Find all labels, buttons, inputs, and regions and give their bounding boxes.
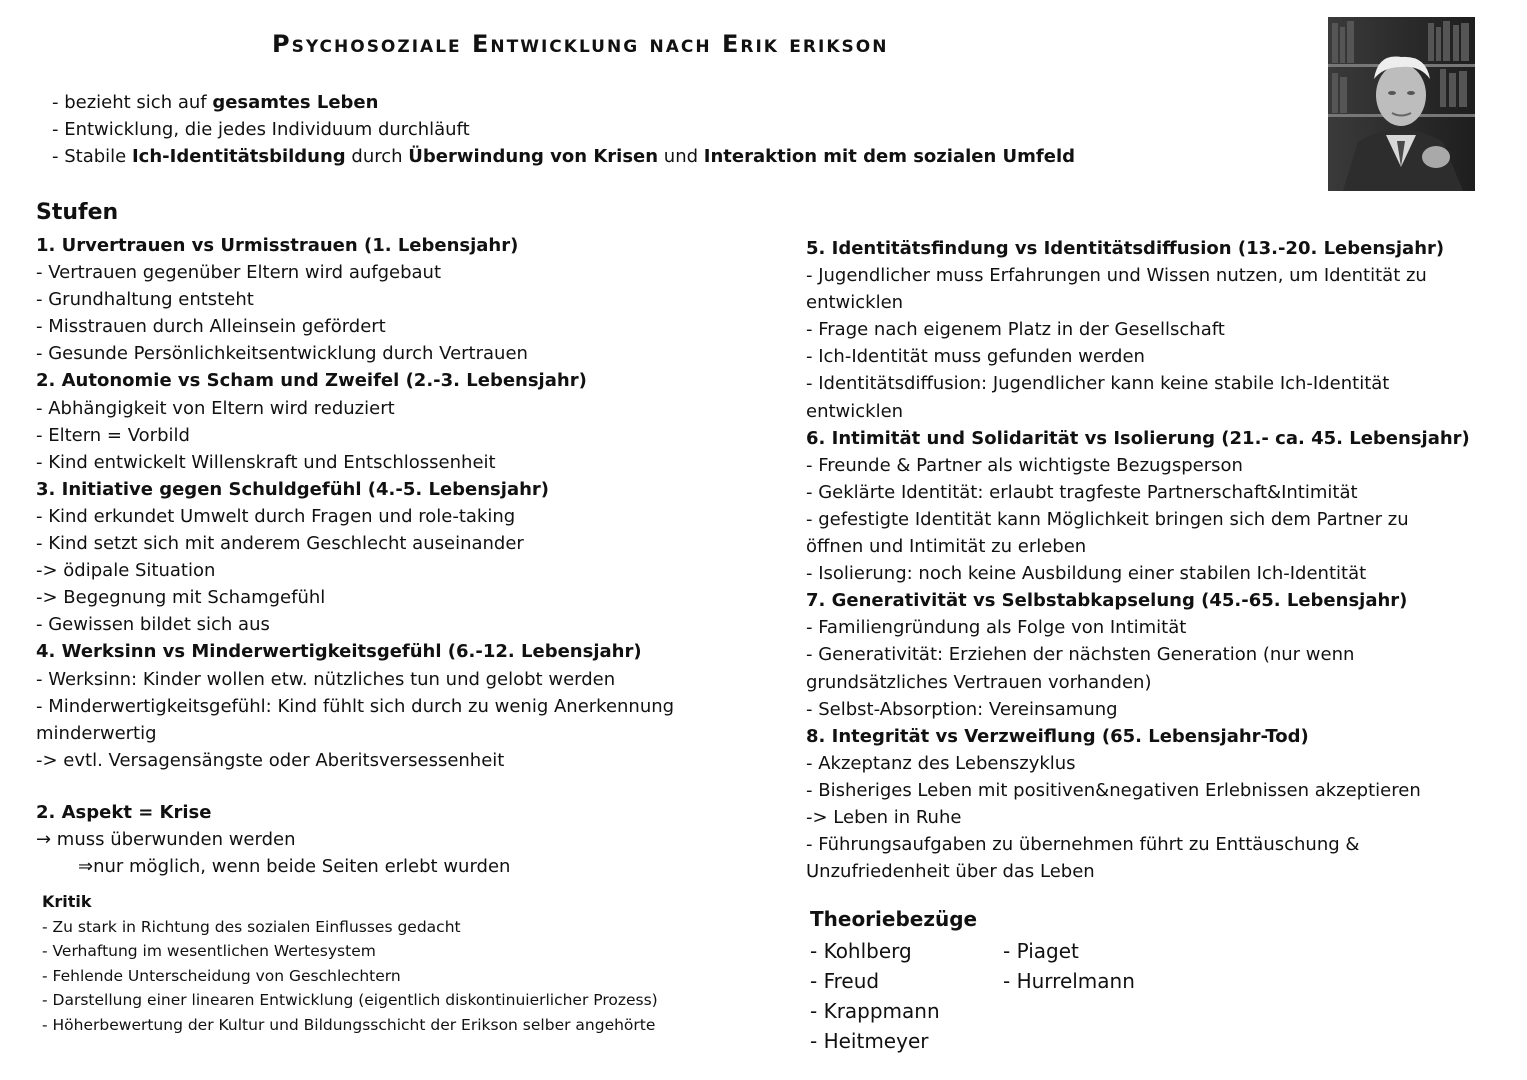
stufen-heading: Stufen — [36, 200, 119, 225]
theorie-section — [810, 904, 1135, 1056]
theorie-column-2 — [1003, 936, 1135, 1056]
aspect-line-2: ⇒nur möglich, wenn beide Seiten erlebt wurden — [78, 856, 511, 877]
stage-line: - Jugendlicher muss Erfahrungen und Wissen nutzen, um Identität zu — [806, 265, 1427, 287]
kritik-section — [42, 890, 658, 1037]
stage-line: - Bisheriges Leben mit positiven&negativen Erlebnissen akzeptieren — [806, 779, 1421, 801]
stages-right-column — [806, 235, 1486, 885]
stage-line: - Kind setzt sich mit anderem Geschlecht auseinander — [36, 533, 524, 555]
stage-heading: 4. Werksinn vs Minderwertigkeitsgefühl (6.-12. Lebensjahr) — [36, 641, 642, 663]
stage-line: - Abhängigkeit von Eltern wird reduziert — [36, 397, 395, 419]
stage-line: - Selbst-Absorption: Vereinsamung — [806, 698, 1118, 720]
stage-line: - Akzeptanz des Lebenszyklus — [806, 752, 1076, 774]
stage-heading: 5. Identitätsfindung vs Identitätsdiffusion (13.-20. Lebensjahr) — [806, 238, 1445, 259]
intro-line-1: - bezieht sich auf gesamtes Leben — [52, 92, 379, 113]
stage-line: - Frage nach eigenem Platz in der Gesellschaft — [806, 319, 1225, 341]
kritik-item: - Fehlende Unterscheidung von Geschlechtern — [42, 966, 401, 985]
kritik-heading: Kritik — [42, 892, 92, 911]
stage-line: minderwertig — [36, 722, 157, 744]
intro-line-3: - Stabile Ich-Identitätsbildung durch Überwindung von Krisen und Interaktion mit dem sozialen Umfeld — [52, 146, 1076, 167]
stage-line: - Misstrauen durch Alleinsein gefördert — [36, 316, 386, 338]
stage-line: - gefestigte Identität kann Möglichkeit bringen sich dem Partner zu — [806, 508, 1409, 530]
stage-line: - Kind entwickelt Willenskraft und Entschlossenheit — [36, 451, 496, 473]
kritik-item: - Darstellung einer linearen Entwicklung (eigentlich diskontinuierlicher Prozess) — [42, 991, 658, 1009]
stage-line: -> Leben in Ruhe — [806, 806, 962, 828]
stage-line: entwicklen — [806, 400, 904, 422]
stage-line: -> ödipale Situation — [36, 560, 216, 582]
stage-line: - Gesunde Persönlichkeitsentwicklung durch Vertrauen — [36, 343, 528, 365]
stage-heading: 7. Generativität vs Selbstabkapselung (45.-65. Lebensjahr) — [806, 590, 1408, 612]
stage-heading: 3. Initiative gegen Schuldgefühl (4.-5. Lebensjahr) — [36, 478, 550, 500]
stage-line: - Geklärte Identität: erlaubt tragfeste Partnerschaft&Intimität — [806, 481, 1358, 503]
stage-line: - Kind erkundet Umwelt durch Fragen und role-taking — [36, 505, 516, 527]
stage-line: - Identitätsdiffusion: Jugendlicher kann keine stabile Ich-Identität — [806, 373, 1390, 395]
kritik-item: - Höherbewertung der Kultur und Bildungsschicht der Erikson selber angehörte — [42, 1015, 656, 1034]
theorie-item: - Freud — [810, 969, 880, 993]
kritik-item: - Zu stark in Richtung des sozialen Einflusses gedacht — [42, 917, 461, 936]
stage-line: - Generativität: Erziehen der nächsten Generation (nur wenn — [806, 644, 1355, 666]
intro-line-2: - Entwicklung, die jedes Individuum durchläuft — [52, 119, 470, 140]
stage-line: -> Begegnung mit Schamgefühl — [36, 587, 326, 609]
stage-line: -> evtl. Versagensängste oder Aberitsversessenheit — [36, 749, 505, 771]
stage-line: - Familiengründung als Folge von Intimität — [806, 617, 1187, 639]
stage-line: - Ich-Identität muss gefunden werden — [806, 346, 1145, 368]
stage-heading: 6. Intimität und Solidarität vs Isolierung (21.- ca. 45. Lebensjahr) — [806, 427, 1470, 449]
kritik-item: - Verhaftung im wesentlichen Wertesystem — [42, 942, 376, 960]
stages-left-column — [36, 232, 756, 774]
stage-line: - Freunde & Partner als wichtigste Bezugsperson — [806, 454, 1243, 476]
stage-line: öffnen und Intimität zu erleben — [806, 536, 1087, 558]
intro-list — [52, 89, 1075, 170]
page-title: Psychosoziale Entwicklung nach Erik erikson — [272, 30, 889, 58]
stage-line: Unzufriedenheit über das Leben — [806, 861, 1095, 883]
stage-line: - Isolierung: noch keine Ausbildung einer stabilen Ich-Identität — [806, 563, 1367, 585]
stage-heading: 2. Autonomie vs Scham und Zweifel (2.-3. Lebensjahr) — [36, 370, 587, 392]
theorie-item: - Hurrelmann — [1003, 969, 1135, 993]
stage-line: - Werksinn: Kinder wollen etw. nützliches tun und gelobt werden — [36, 668, 616, 690]
stage-line: - Führungsaufgaben zu übernehmen führt zu Enttäuschung & — [806, 834, 1360, 856]
aspect-line-1: → muss überwunden werden — [36, 829, 296, 850]
theorie-item: - Kohlberg — [810, 939, 912, 963]
theorie-column-1 — [810, 936, 1003, 1056]
theorie-item: - Heitmeyer — [810, 1029, 929, 1053]
stage-line: - Vertrauen gegenüber Eltern wird aufgebaut — [36, 262, 442, 284]
aspect-section — [36, 799, 510, 880]
erikson-portrait-photo — [1328, 17, 1475, 191]
stage-heading: 1. Urvertrauen vs Urmisstrauen (1. Lebensjahr) — [36, 235, 519, 256]
stage-line: - Gewissen bildet sich aus — [36, 614, 270, 636]
stage-line: - Eltern = Vorbild — [36, 424, 190, 446]
theorie-item: - Piaget — [1003, 939, 1079, 963]
stage-heading: 8. Integrität vs Verzweiflung (65. Lebensjahr-Tod) — [806, 725, 1309, 747]
theorie-item: - Krappmann — [810, 999, 940, 1023]
stage-line: grundsätzliches Vertrauen vorhanden) — [806, 671, 1152, 693]
stage-line: - Grundhaltung entsteht — [36, 289, 254, 311]
theorie-heading: Theoriebezüge — [810, 907, 978, 931]
stage-line: - Minderwertigkeitsgefühl: Kind fühlt sich durch zu wenig Anerkennung — [36, 695, 675, 717]
stage-line: entwicklen — [806, 292, 904, 314]
aspect-heading: 2. Aspekt = Krise — [36, 802, 212, 823]
